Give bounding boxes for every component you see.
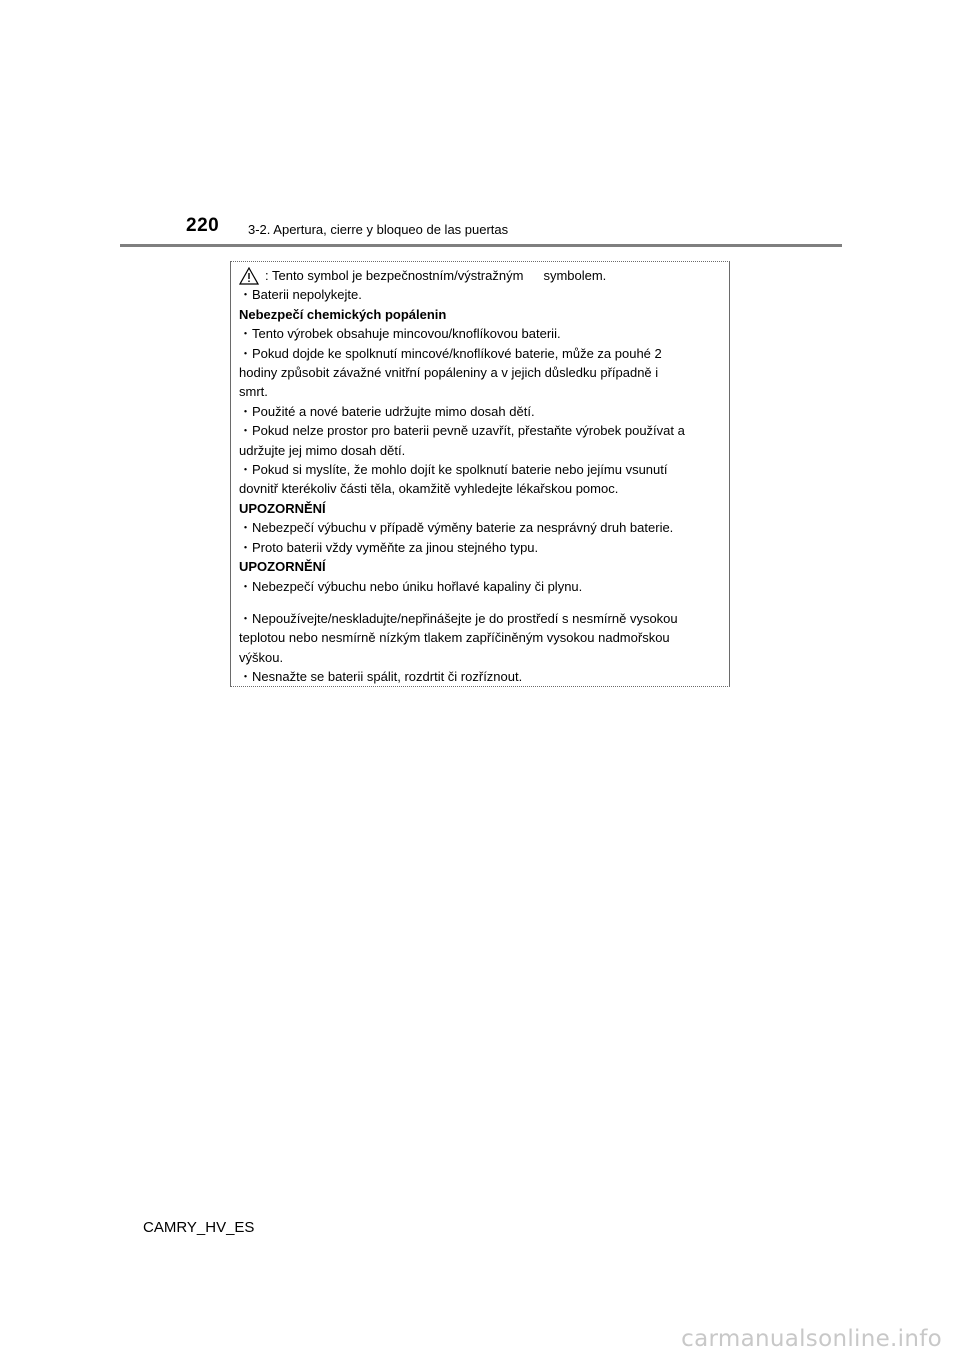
- warning-line: ・Nebezpečí výbuchu v případě výměny baterie za nesprávný druh baterie.: [239, 520, 674, 536]
- warning-heading: Nebezpečí chemických popálenin: [239, 306, 447, 322]
- warning-line: ・Použité a nové baterie udržujte mimo dosah dětí.: [239, 403, 535, 419]
- page-number: 220: [186, 215, 220, 236]
- warning-line: výškou.: [239, 649, 284, 665]
- watermark: carmanualsonline.info: [681, 1326, 942, 1352]
- symbol-text: : Tento symbol je bezpečnostním/výstražným: [265, 268, 524, 283]
- warning-line: udržujte jej mimo dosah dětí.: [239, 442, 406, 458]
- warning-line: ・Nesnažte se baterii spálit, rozdrtit či rozříznout.: [239, 669, 523, 685]
- warning-line: ・Nepoužívejte/neskladujte/nepřinášejte je do prostředí s nesmírně vysokou: [239, 610, 678, 626]
- warning-line: hodiny způsobit závažné vnitřní popáleniny a v jejich důsledku případně i: [239, 365, 659, 381]
- warning-line: teplotou nebo nesmírně nízkým tlakem zapříčiněným vysokou nadmořskou: [239, 630, 670, 646]
- warning-line: ・Nebezpečí výbuchu nebo úniku hořlavé kapaliny či plynu.: [239, 578, 583, 594]
- warning-line: ・Pokud dojde ke spolknutí mincové/knoflíkové baterie, může za pouhé 2: [239, 345, 662, 361]
- warning-line: ・Tento výrobek obsahuje mincovou/knoflíkovou baterii.: [239, 326, 561, 342]
- warning-line: ・Baterii nepolykejte.: [239, 287, 362, 303]
- warning-line: ・Proto baterii vždy vyměňte za jinou stejného typu.: [239, 539, 539, 555]
- caution-heading: UPOZORNĚNÍ: [239, 559, 326, 575]
- caution-heading: UPOZORNĚNÍ: [239, 500, 326, 516]
- symbol-line: [239, 266, 729, 285]
- footer-model-code: CAMRY_HV_ES: [143, 1219, 255, 1236]
- warning-line: smrt.: [239, 384, 268, 400]
- section-title: 3-2. Apertura, cierre y bloqueo de las puertas: [248, 222, 509, 237]
- warning-line: dovnitř kterékoliv části těla, okamžitě vyhledejte lékařskou pomoc.: [239, 481, 619, 497]
- warning-line: ・Pokud nelze prostor pro baterii pevně uzavřít, přestaňte výrobek používat a: [239, 423, 685, 439]
- warning-triangle-icon: [239, 267, 259, 285]
- symbol-word: symbolem.: [543, 268, 607, 283]
- spacer: [239, 596, 729, 609]
- warning-box: [230, 261, 730, 687]
- header-rule: [120, 244, 842, 247]
- warning-line: ・Pokud si myslíte, že mohlo dojít ke spolknutí baterie nebo jejímu vsunutí: [239, 462, 668, 478]
